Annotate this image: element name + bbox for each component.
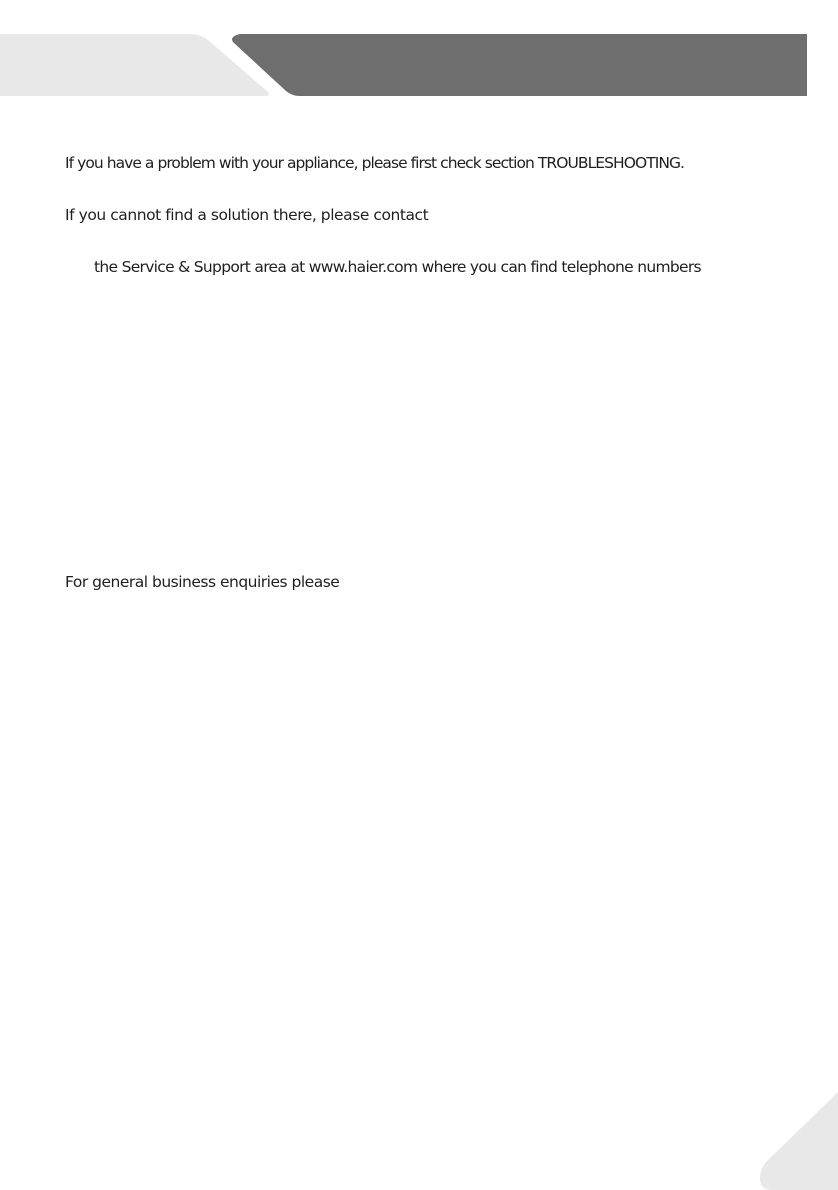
header-dark-bar (232, 34, 807, 96)
troubleshooting-instruction: If you have a problem with your appliance, please first check section TROUBLESHOOTING. (65, 154, 685, 172)
contact-instruction: If you cannot find a solution there, please contact (65, 206, 429, 224)
business-enquiries-text: For general business enquiries please (65, 573, 340, 591)
corner-shape (760, 1092, 838, 1190)
header-band (0, 0, 838, 100)
service-support-item: the Service & Support area at www.haier.com where you can find telephone numbers (94, 258, 701, 276)
header-light-tab (0, 34, 269, 96)
page-corner-decoration (758, 1090, 838, 1190)
